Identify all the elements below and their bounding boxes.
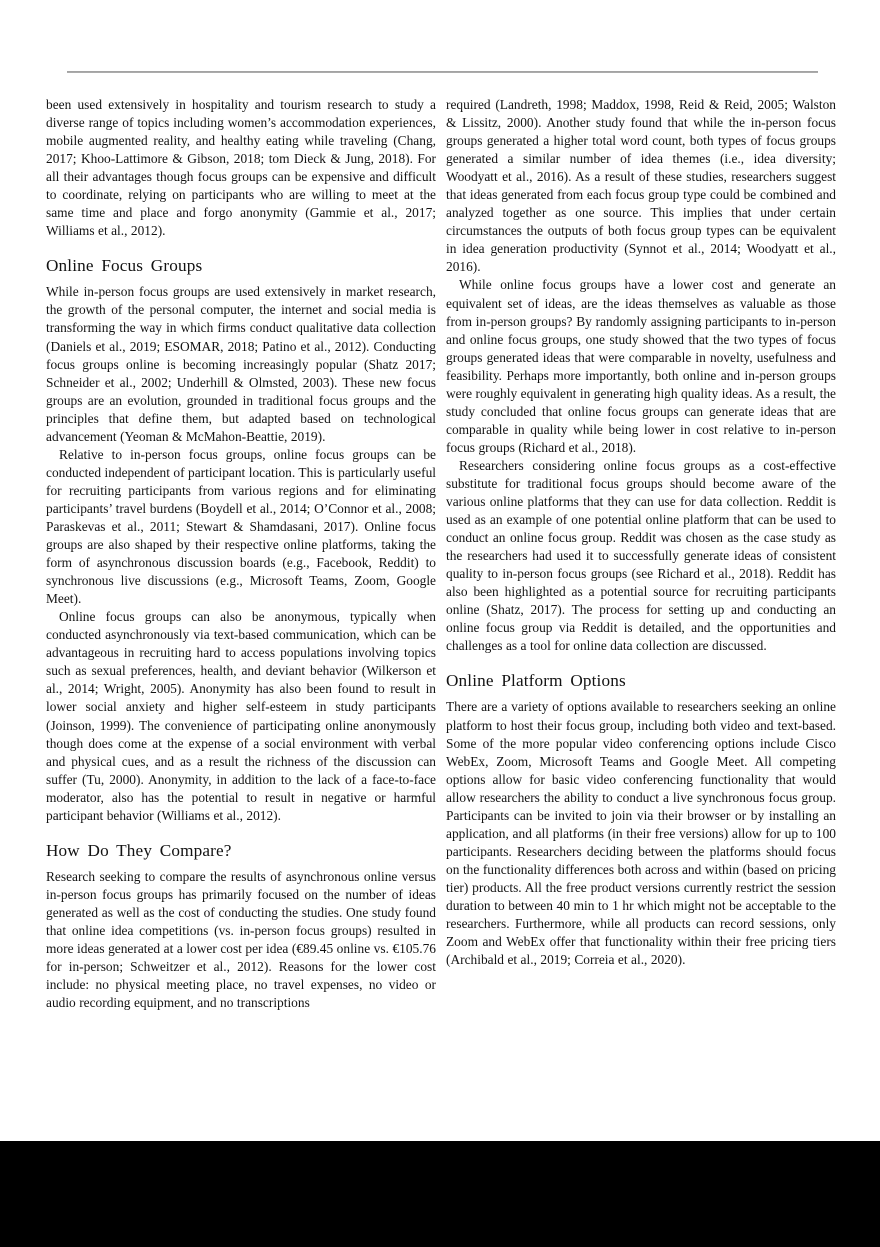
paragraph-ofg-p3: Online focus groups can also be anonymous, typically when conducted asynchronously via text-based communication, which can be advantageous in recruiting hard to access populations involving topics such as sexual preferences, health, and deviant behavior (Wilkerson et al., 2014; Wright, 2005). Anonymity has also been found to result in lower social anxiety and higher self-esteem in study participants (Joinson, 1999). The convenience of participating online anonymously though does come at the expense of a social environment with verbal and physical cues, and as a result the richness of the discussion can suffer (Tu, 2000). Anonymity, in addition to the lack of a face-to-face moderator, also has the potential to result in negative or harmful participant behavior (Williams et al., 2012). bbox=[46, 609, 436, 823]
paragraph-hdtc-p1: Research seeking to compare the results of asynchronous online versus in-person focus groups has primarily focused on the number of ideas generated as well as the cost of conducting the studies. One study found that online idea competitions (vs. in-person focus groups) resulted in more ideas generated at a lower cost per idea (€89.45 online vs. €105.76 for in-person; Schweitzer et al., 2012). Reasons for the lower cost include: no physical meeting place, no travel expenses, no video or audio recording equipment, and no transcriptions bbox=[46, 868, 436, 1011]
paragraph-ofg-p2: Relative to in-person focus groups, online focus groups can be conducted independent of participant location. This is particularly useful for recruiting participants from various regions and for eliminating participants’ travel burdens (Boydell et al., 2014; O’Connor et al., 2008; Paraskevas et al., 2011; Stewart & Shamdasani, 2017). Online focus groups are also shaped by their respective online platforms, taking the form of asynchronous discussion boards (e.g., Facebook, Reddit) to synchronous live discussions (e.g., Microsoft Teams, Zoom, Google Meet). bbox=[46, 446, 436, 607]
paragraph-while-online: While online focus groups have a lower cost and generate an equivalent set of ideas, are the ideas themselves as valuable as those from in-person groups? By randomly assigning participants to in-person and online focus groups, one study showed that the two types of focus groups generated ideas that were comparable in novelty, usefulness and feasibility. Perhaps more importantly, both online and in-person groups were roughly equivalent in generating high quality ideas. As a result, the study concluded that online focus groups can generate ideas that are comparable in quality while being lower in cost relative to in-person focus groups (Richard et al., 2018). bbox=[446, 277, 836, 455]
section-heading-online-focus-groups: Online Focus Groups bbox=[46, 256, 203, 276]
bottom-black-band bbox=[0, 1141, 880, 1247]
section-heading-how-do-they-compare: How Do They Compare? bbox=[46, 840, 232, 860]
paragraph-researchers-considering: Researchers considering online focus groups as a cost-effective substitute for traditional focus groups should become aware of the various online platforms that they can use for data collection. Reddit is used as an example of one potential online platform that can be used to conduct an online focus group. Reddit was chosen as the case study as the researchers had used it to successfully generate ideas of consistent quality to in-person focus groups (see Richard et al., 2018). Reddit has also been highlighted as a potential source for recruiting participants online (Shatz, 2017). The process for setting up and conducting an online focus group via Reddit is detailed, and the opportunities and challenges as a tool for online data collection are discussed. bbox=[446, 457, 836, 654]
section-heading-online-platform-options: Online Platform Options bbox=[446, 671, 626, 691]
paragraph-opo-p1: There are a variety of options available to researchers seeking an online platform to host their focus group, including both video and text-based. Some of the more popular video conferencing options include Cisco WebEx, Zoom, Microsoft Teams and Google Meet. All competing options allow for basic video conferencing functionality that would allow researchers the ability to conduct a live synchronous focus group. Participants can be invited to join via their browser or by installing an application, and all platforms (in their free versions) allow for up to 100 participants. Researchers deciding between the platforms should focus on the functionality differences both across and within (based on pricing tier) products. All the free product versions currently restrict the session duration to between 40 min to 1 hr which might not be acceptable to the researchers. Furthermore, while all products can record sessions, only Zoom and WebEx offer that functionality within their free pricing tiers (Archibald et al., 2019; Correia et al., 2020). bbox=[446, 699, 836, 968]
paragraph-ofg-p1: While in-person focus groups are used extensively in market research, the growth of the personal computer, the internet and social media is transforming the way in which firms conduct qualitative data collection (Daniels et al., 2019; ESOMAR, 2018; Patino et al., 2012). Conducting focus groups online is becoming increasingly popular (Shatz 2017; Schneider et al., 2002; Underhill & Olmsted, 2003). These new focus groups are an evolution, grounded in traditional focus groups and the principles that define them, but adapted based on technological advancement (Yeoman & McMahon-Beattie, 2019). bbox=[46, 284, 436, 444]
right-text-column bbox=[446, 96, 836, 1081]
header-rule-divider bbox=[67, 71, 818, 73]
left-text-column bbox=[46, 96, 436, 1081]
paragraph-continued-required: required (Landreth, 1998; Maddox, 1998, Reid & Reid, 2005; Walston & Lissitz, 2000). Another study found that while the in-person focus groups generated a higher total word count, both types of focus groups generated a similar number of idea themes (i.e., idea diversity; Woodyatt et al., 2016). As a result of these studies, researchers suggest that ideas generated from each focus group type could be combined and analyzed together as one source. This implies that under certain circumstances the outputs of both focus group types can be equivalent in idea generation productivity (Synnot et al., 2014; Woodyatt et al., 2016). bbox=[446, 97, 836, 275]
paragraph-continued-hospitality: been used extensively in hospitality and tourism research to study a diverse range of topics including women’s accommodation experiences, mobile augmented reality, and healthy eating while traveling (Chang, 2017; Khoo-Lattimore & Gibson, 2018; tom Dieck & Jung, 2018). For all their advantages though focus groups can be expensive and difficult to coordinate, relying on participants who are willing to meet at the same time and place and forgo anonymity (Gammie et al., 2017; Williams et al., 2012). bbox=[46, 97, 436, 239]
two-column-body bbox=[46, 96, 836, 1081]
